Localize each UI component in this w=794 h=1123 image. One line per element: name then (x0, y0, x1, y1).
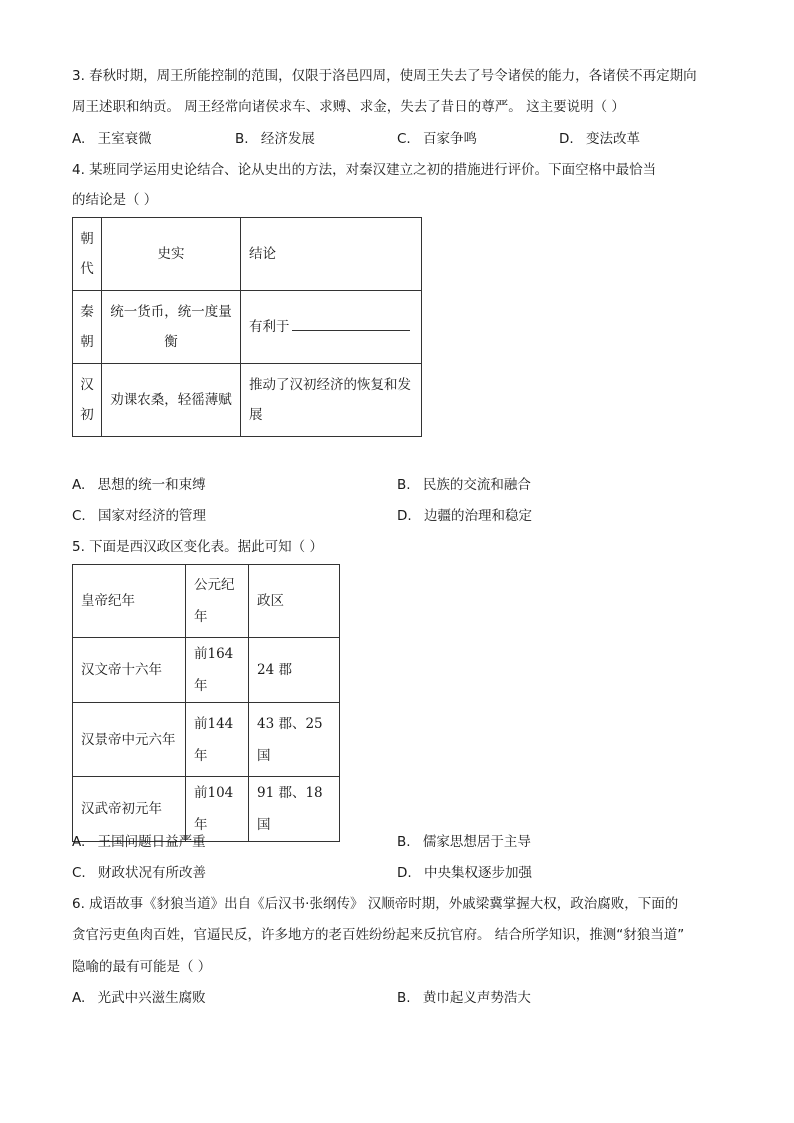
cell-fact: 统一货币，统一度量衡 (102, 291, 241, 364)
cell-gregorian-year: 前104年 (186, 777, 249, 842)
option-key: D. (397, 865, 412, 881)
q4-option-b (397, 475, 531, 495)
option-text: 财政状况有所改善 (98, 865, 207, 881)
option-text: 中央集权逐步加强 (423, 865, 532, 881)
option-text: 思想的统一和束缚 (97, 477, 206, 493)
q4-option-d (397, 506, 532, 526)
cell-conclusion (241, 291, 422, 364)
header-fact: 史实 (102, 218, 241, 291)
header-gregorian-year: 公元纪年 (186, 565, 249, 638)
cell-conclusion: 推动了汉初经济的恢复和发展 (241, 364, 422, 437)
cell-emperor-era: 汉景帝中元六年 (73, 703, 186, 777)
conclusion-text: 有利于 (249, 319, 290, 335)
header-region: 政区 (249, 565, 340, 638)
q4-table (72, 217, 422, 437)
option-text: 黄巾起义声势浩大 (422, 990, 531, 1006)
q3-option-b (235, 129, 315, 149)
table-row (73, 364, 422, 437)
q6-option-a (72, 988, 206, 1008)
option-text: 国家对经济的管理 (98, 508, 207, 524)
option-text: 民族的交流和融合 (422, 477, 531, 493)
cell-emperor-era: 汉武帝初元年 (73, 777, 186, 842)
cell-emperor-era: 汉文帝十六年 (73, 638, 186, 703)
option-key: A. (72, 477, 86, 493)
option-key: B. (397, 477, 411, 493)
cell-region: 24 郡 (249, 638, 340, 703)
q3-option-c (397, 129, 477, 149)
option-key: B. (397, 834, 411, 850)
option-key: B. (397, 990, 411, 1006)
table-header-row (73, 218, 422, 291)
header-dynasty: 朝代 (73, 218, 102, 291)
option-key: D. (397, 508, 412, 524)
q5-stem: 5. 下面是西汉政区变化表。据此可知（ ） (72, 539, 323, 555)
q3-option-d (559, 129, 640, 149)
option-key: A. (72, 834, 86, 850)
q6-option-b (397, 988, 531, 1008)
option-text: 边疆的治理和稳定 (423, 508, 532, 524)
option-key: A. (72, 990, 86, 1006)
q5-option-a (72, 832, 206, 852)
cell-region: 43 郡、25 国 (249, 703, 340, 777)
cell-dynasty: 秦朝 (73, 291, 102, 364)
header-conclusion: 结论 (241, 218, 422, 291)
cell-gregorian-year: 前164年 (186, 638, 249, 703)
q6-stem-line3: 隐喻的最有可能是（ ） (72, 959, 212, 975)
q3-option-a (72, 129, 152, 149)
cell-gregorian-year: 前144年 (186, 703, 249, 777)
q6-stem-line2: 贪官污吏鱼肉百姓，官逼民反，许多地方的老百姓纷纷起来反抗官府。 结合所学知识，推测“豺狼当道” (72, 927, 685, 943)
table-row (73, 638, 340, 703)
q6-stem-line1: 6. 成语故事《豺狼当道》出自《后汉书·张纲传》 汉顺帝时期，外戚梁冀掌握大权，政治腐败，下面的 (72, 896, 679, 912)
option-text: 百家争鸣 (423, 131, 478, 147)
option-text: 王室衰微 (97, 131, 152, 147)
option-key: D. (559, 131, 574, 147)
cell-region: 91 郡、18 国 (249, 777, 340, 842)
q5-option-d (397, 863, 532, 883)
option-key: C. (397, 131, 411, 147)
option-key: C. (72, 865, 86, 881)
option-key: C. (72, 508, 86, 524)
q4-option-a (72, 475, 206, 495)
header-emperor-era: 皇帝纪年 (73, 565, 186, 638)
table-row (73, 703, 340, 777)
q3-stem-line2: 周王述职和纳贡。 周王经常向诸侯求车、求赙、求金，失去了昔日的尊严。 这主要说明（ ） (72, 99, 625, 115)
option-text: 光武中兴滋生腐败 (97, 990, 206, 1006)
q4-option-c (72, 506, 206, 526)
cell-dynasty: 汉初 (73, 364, 102, 437)
q3-stem-line1: 3. 春秋时期，周王所能控制的范围，仅限于洛邑四周，使周王失去了号令诸侯的能力，各诸侯不再定期向 (72, 68, 697, 84)
table-row (73, 291, 422, 364)
table-header-row (73, 565, 340, 638)
option-text: 王国问题日益严重 (97, 834, 206, 850)
option-key: B. (235, 131, 249, 147)
q5-option-c (72, 863, 206, 883)
cell-fact: 劝课农桑，轻徭薄赋 (102, 364, 241, 437)
q4-stem-line1: 4. 某班同学运用史论结合、论从史出的方法，对秦汉建立之初的措施进行评价。下面空格中最恰当 (72, 162, 657, 178)
option-text: 变法改革 (585, 131, 640, 147)
q5-option-b (397, 832, 531, 852)
option-text: 儒家思想居于主导 (422, 834, 531, 850)
q4-stem-line2: 的结论是（ ） (72, 192, 158, 208)
answer-blank (292, 316, 410, 331)
q5-table (72, 564, 340, 842)
option-key: A. (72, 131, 86, 147)
option-text: 经济发展 (260, 131, 315, 147)
